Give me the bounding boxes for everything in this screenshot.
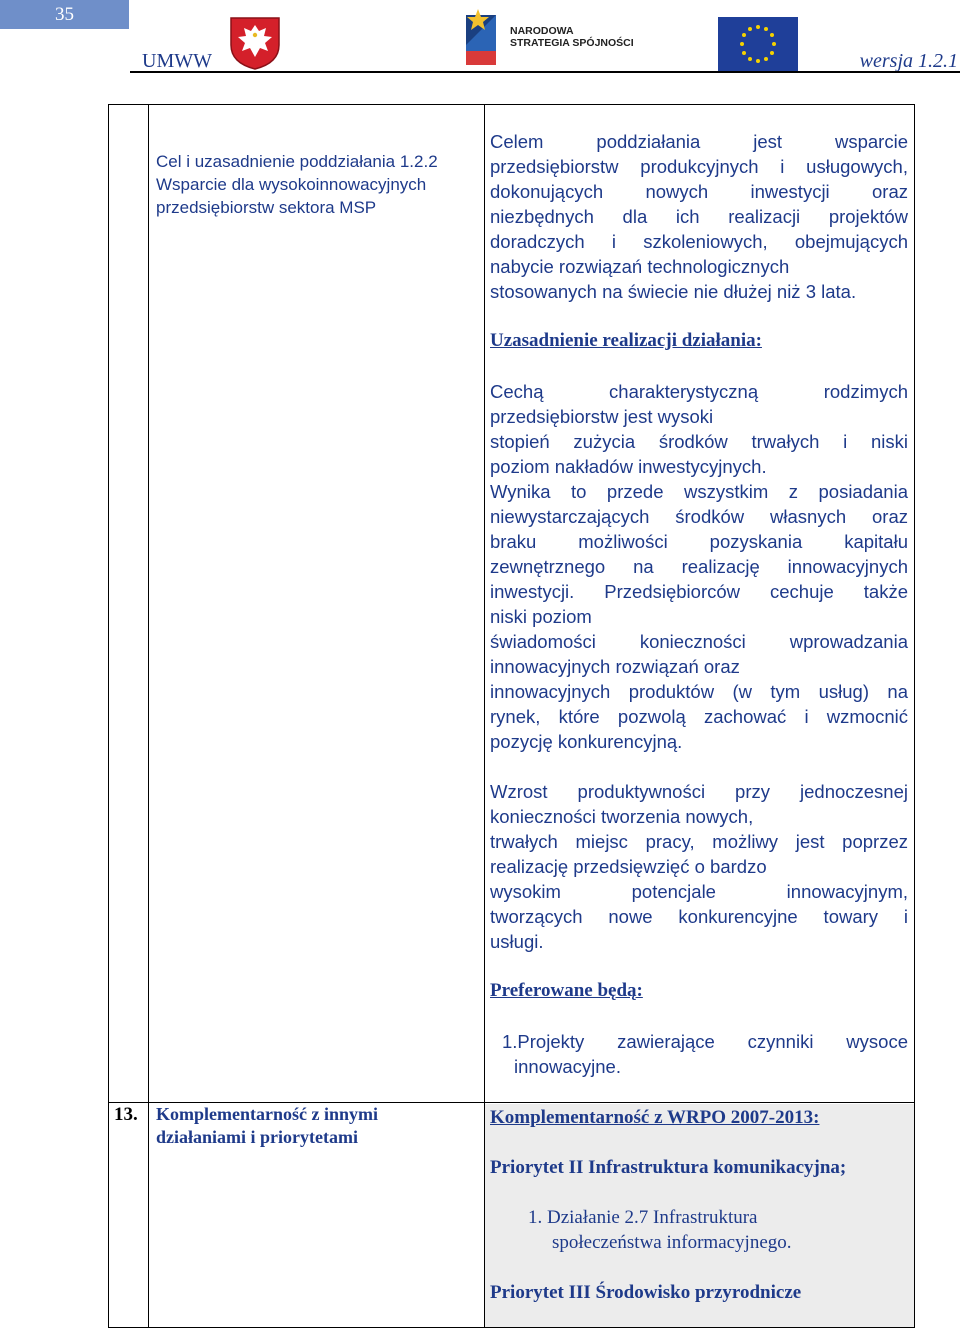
para2-line: rynek, które pozwolą zachować i wzmocnić <box>490 706 908 727</box>
row13-number: 13. <box>114 1104 138 1125</box>
wielkopolska-coat-of-arms-icon <box>228 15 282 71</box>
row12-heading1 <box>490 329 908 352</box>
narodowa-strategia-spojnosci-logo <box>464 6 634 68</box>
para2-line: przedsiębiorstw jest wysoki <box>490 406 714 427</box>
action-2-7-line1: 1. Działanie 2.7 Infrastruktura <box>528 1207 758 1228</box>
para3-line: konieczności tworzenia nowych, <box>490 806 754 827</box>
para2-line: braku możliwości pozyskania kapitału <box>490 531 908 552</box>
para2-line: innowacyjnych produktów (w tym usług) na <box>490 681 908 702</box>
para1-line: Celem poddziałania jest wsparcie <box>490 131 908 152</box>
komplementarnosc-heading: Komplementarność z WRPO 2007-2013: <box>490 1107 820 1128</box>
para3-line: trwałych miejsc pracy, możliwy jest poprzez <box>490 831 908 852</box>
page-number-badge <box>0 0 129 29</box>
row12-label-line2: Wsparcie dla wysokoinnowacyjnych <box>156 175 427 194</box>
row13-label-line1: Komplementarność z innymi <box>156 1104 378 1124</box>
col-divider-1 <box>148 104 149 1328</box>
col-divider-2 <box>484 104 485 1328</box>
preferowane-heading: Preferowane będą: <box>490 980 643 1001</box>
list-item-line: 1.Projekty zawierające czynniki wysoce <box>502 1031 908 1052</box>
para2-line: stopień zużycia środków trwałych i niski <box>490 431 908 452</box>
row12-label-line1: Cel i uzasadnienie poddziałania 1.2.2 <box>156 152 438 171</box>
para3-line: realizację przedsięwzięć o bardzo <box>490 856 767 877</box>
nss-flag-icon <box>464 7 504 67</box>
row12-heading2 <box>490 979 908 1002</box>
para2-line: inwestycji. Przedsiębiorców cechuje także <box>490 581 908 602</box>
para1-line: dokonujących nowych inwestycji oraz <box>490 181 908 202</box>
row12-label-line3: przedsiębiorstw sektora MSP <box>156 198 377 217</box>
para2-line: Wynika to przede wszystkim z posiadania <box>490 481 908 502</box>
para1-line: przedsiębiorstw produkcyjnych i usługowych, <box>490 156 908 177</box>
para1-line: doradczych i szkoleniowych, obejmujących <box>490 231 908 252</box>
uzasadnienie-heading: Uzasadnienie realizacji działania: <box>490 330 762 351</box>
para3-line: tworzących nowe konkurencyjne towary i <box>490 906 908 927</box>
para3-line: usługi. <box>490 931 544 952</box>
row13-label <box>156 1103 476 1149</box>
para2-line: niski poziom <box>490 606 592 627</box>
row12-para2 <box>490 379 908 754</box>
header-rule <box>130 71 960 73</box>
para2-line: świadomości konieczności wprowadzania <box>490 631 908 652</box>
para1-line: nabycie rozwiązań technologicznych <box>490 256 790 277</box>
para1-line: niezbędnych dla ich realizacji projektów <box>490 206 908 227</box>
row12-para3 <box>490 779 908 954</box>
row13-content <box>490 1104 908 1305</box>
row12-list <box>502 1029 908 1079</box>
para3-line: Wzrost produktywności przy jednoczesnej <box>490 781 908 802</box>
para2-line: innowacyjnych rozwiązań oraz <box>490 656 740 677</box>
para2-line: niewystarczających środków własnych oraz <box>490 506 908 527</box>
header-umww: UMWW <box>142 50 212 72</box>
eu-flag-icon <box>718 17 798 71</box>
row12-label <box>156 150 476 219</box>
action-2-7-line2: społeczeństwa informacyjnego. <box>552 1232 792 1253</box>
row13-label-line2: działaniami i priorytetami <box>156 1127 358 1147</box>
nss-logo-line1: NARODOWA <box>510 25 574 37</box>
para2-line: poziom nakładów inwestycyjnych. <box>490 456 767 477</box>
header-version: wersja 1.2.1 <box>859 50 958 72</box>
para3-line: wysokim potencjale innowacyjnym, <box>490 881 908 902</box>
priority-2: Priorytet II Infrastruktura komunikacyjna; <box>490 1157 847 1178</box>
para2-line: pozycję konkurencyjną. <box>490 731 683 752</box>
para2-line: zewnętrznego na realizację innowacyjnych <box>490 556 908 577</box>
list-item-line: innowacyjne. <box>514 1056 621 1077</box>
priority-3: Priorytet III Środowisko przyrodnicze <box>490 1282 802 1303</box>
para2-line: Cechą charakterystyczną rodzimych <box>490 381 908 402</box>
nss-logo-line2: STRATEGIA SPÓJNOŚCI <box>510 37 634 49</box>
page-number: 35 <box>55 3 74 25</box>
para1-line: stosowanych na świecie nie dłużej niż 3 lata. <box>490 281 857 302</box>
row12-para1 <box>490 129 908 304</box>
